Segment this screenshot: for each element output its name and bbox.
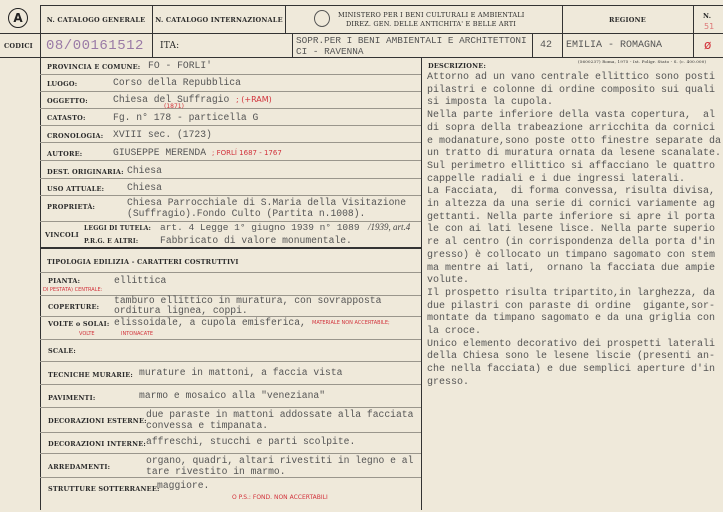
strutture-value: maggiore. <box>157 480 210 491</box>
rule <box>285 5 286 33</box>
rule <box>421 57 422 510</box>
descrizione-text: Attorno ad un vano centrale ellittico sono posti pilastri e colonne di ordine composito sui quali si imposta la cupola. Nella parte inferiore della vasta copertura, al di sopra della trabeazione arricchita da cornici e modanature,sono poste otto finestre separate da un tratto di muratura ornata da lesene scanalate. Sul perimetro ellittico si affacciano le quattro cappelle radiali e i due ingressi laterali. La Facciata, di forma convessa, risulta divisa, in altezza da una serie di cornici variamente ag gettanti. Nella parte inferiore si apre il porta le con ai lati lesene lisce. Nella parte superio re al centro (in corrispondenza della porta d'in gresso) è collocato un timpano sagomato con stem ma mentre ai lati, ornano la facciata due ampie volute. Il prospetto risulta tripartito,in larghezza, da due pilastri con paraste di ordine gigante,sor- montate da timpano sagomato e da una griglia con la croce. Unico elemento decorativo dei prospetti laterali della Chiesa sono le lesene liscie (presenti an- che nella facciata) e due semplici aperture d'in gresso. <box>427 72 722 388</box>
dec-int-label: DECORAZIONI INTERNE: <box>48 440 147 448</box>
oggetto-label: OGGETTO: <box>47 97 88 105</box>
ministry-line-1: MINISTERO PER I BENI CULTURALI E AMBIENTALI <box>338 11 525 19</box>
dec-est-value: due paraste in mattoni addossate alla facciata convessa e timpanata. <box>146 409 414 431</box>
proprieta-label: PROPRIETÀ: <box>47 203 96 211</box>
volte-value: elissoidale, a cupola emisferica, <box>114 317 306 328</box>
oggetto-note: ; (+RAM) <box>236 95 272 104</box>
rule <box>0 57 723 58</box>
leggi-label: LEGGI DI TUTELA: <box>84 225 152 232</box>
pianta-note: DI PESTATA) CENTRALE: <box>43 287 103 293</box>
rule <box>40 5 723 6</box>
n-value: ø <box>704 38 712 52</box>
luogo-value: Corso della Repubblica <box>113 77 241 88</box>
descrizione-label: DESCRIZIONE: <box>428 62 487 70</box>
rule <box>562 5 563 57</box>
strutture-note: O P.S.: FOND. NON ACCERTABILI <box>232 494 328 501</box>
sopr-line-1: SOPR.PER I BENI AMBIENTALI E ARCHITETTONI <box>296 35 527 46</box>
luogo-label: LUOGO: <box>47 80 78 88</box>
prg-value: Fabbricato di valore monumentale. <box>160 235 352 246</box>
sopr-line-2: CI - RAVENNA <box>296 46 364 57</box>
regione-value: EMILIA - ROMAGNA <box>566 40 663 51</box>
volte-note-intonacate: INTONACATE <box>121 331 154 337</box>
pianta-value: ellittica <box>114 275 167 286</box>
card-badge: A <box>8 8 28 28</box>
republic-emblem-icon <box>314 10 330 27</box>
autore-note: ; FORLÍ 1687 - 1767 <box>212 149 282 157</box>
catasto-note: (1871) <box>164 103 184 110</box>
volte-note-volte: VOLTE <box>79 331 95 337</box>
codici-label: CODICI <box>4 42 33 50</box>
rule <box>40 5 41 510</box>
cronologia-label: CRONOLOGIA: <box>47 132 104 140</box>
rule <box>693 5 694 57</box>
volte-label: VOLTE o SOLAI: <box>48 320 110 328</box>
n-hand: 51 <box>704 22 715 31</box>
region-code: 42 <box>540 40 553 51</box>
autore-label: AUTORE: <box>47 150 83 158</box>
rule <box>0 33 723 34</box>
strutture-label: STRUTTURE SOTTERRANEE: <box>48 485 160 493</box>
ministry-line-2: DIREZ. GEN. DELLE ANTICHITA' E BELLE ARTI <box>346 20 517 28</box>
regione-header: REGIONE <box>609 16 646 24</box>
provincia-value: FO - FORLI' <box>148 60 212 71</box>
oggetto-value: Chiesa del Suffragio <box>113 94 230 105</box>
cat-gen-header: N. CATALOGO GENERALE <box>46 16 146 24</box>
scale-label: SCALE: <box>48 347 77 355</box>
ita-label: ITA: <box>160 41 180 51</box>
proprieta-value: Chiesa Parrocchiale di S.Maria della Visitazione (Suffragio).Fondo Culto (Partita n.1008). <box>127 197 407 219</box>
tecniche-label: TECNICHE MURARIE: <box>48 371 133 379</box>
prg-label: P.R.G. E ALTRI: <box>84 238 139 245</box>
coperture-label: COPERTURE: <box>48 303 100 311</box>
catasto-label: CATASTO: <box>47 114 86 122</box>
cat-gen-code: 08/00161512 <box>46 38 144 54</box>
uso-value: Chiesa <box>127 182 162 193</box>
dest-label: DEST. ORIGINARIA: <box>47 168 124 176</box>
dec-est-label: DECORAZIONI ESTERNE: <box>48 417 147 425</box>
vincoli-label: VINCOLI <box>45 231 79 239</box>
n-header: N. <box>703 12 712 20</box>
imprint: (5600237) Roma, 1975 - Ist. Polígr. Stato - S. (c. 400.000) <box>578 59 707 64</box>
rule <box>292 33 293 57</box>
cat-int-header: N. CATALOGO INTERNAZIONALE <box>155 16 283 24</box>
tipologia-heading: TIPOLOGIA EDILIZIA - CARATTERI COSTRUTTIVI <box>47 258 239 266</box>
cronologia-value: XVIII sec. (1723) <box>113 129 212 140</box>
tecniche-value: murature in mattoni, a faccia vista <box>139 367 343 378</box>
autore-value: GIUSEPPE MERENDA <box>113 147 207 158</box>
uso-label: USO ATTUALE: <box>47 185 105 193</box>
pavimenti-label: PAVIMENTI: <box>48 394 96 402</box>
provincia-label: PROVINCIA E COMUNE: <box>47 63 141 71</box>
catasto-value: Fg. n° 178 - particella G <box>113 112 259 123</box>
pavimenti-value: marmo e mosaico alla "veneziana" <box>139 390 326 401</box>
rule <box>152 5 153 57</box>
rule <box>40 247 421 249</box>
leggi-value: art. 4 Legge 1° giugno 1939 n° 1089 <box>160 222 360 233</box>
leggi-note: /1939, art.4 <box>368 222 411 232</box>
pianta-label: PIANTA: <box>48 277 81 285</box>
arredamenti-value: organo, quadri, altari rivestiti in legno e al tare rivestito in marmo. <box>146 455 414 477</box>
arredamenti-label: ARREDAMENTI: <box>48 463 111 471</box>
dest-value: Chiesa <box>127 165 162 176</box>
volte-note-material: MATERIALE NON ACCERTABILE; <box>312 320 390 326</box>
rule <box>532 33 533 57</box>
dec-int-value: affreschi, stucchi e parti scolpite. <box>146 436 356 447</box>
coperture-value: tamburo ellittico in muratura, con sovrapposta orditura lignea, coppi. <box>114 295 382 316</box>
